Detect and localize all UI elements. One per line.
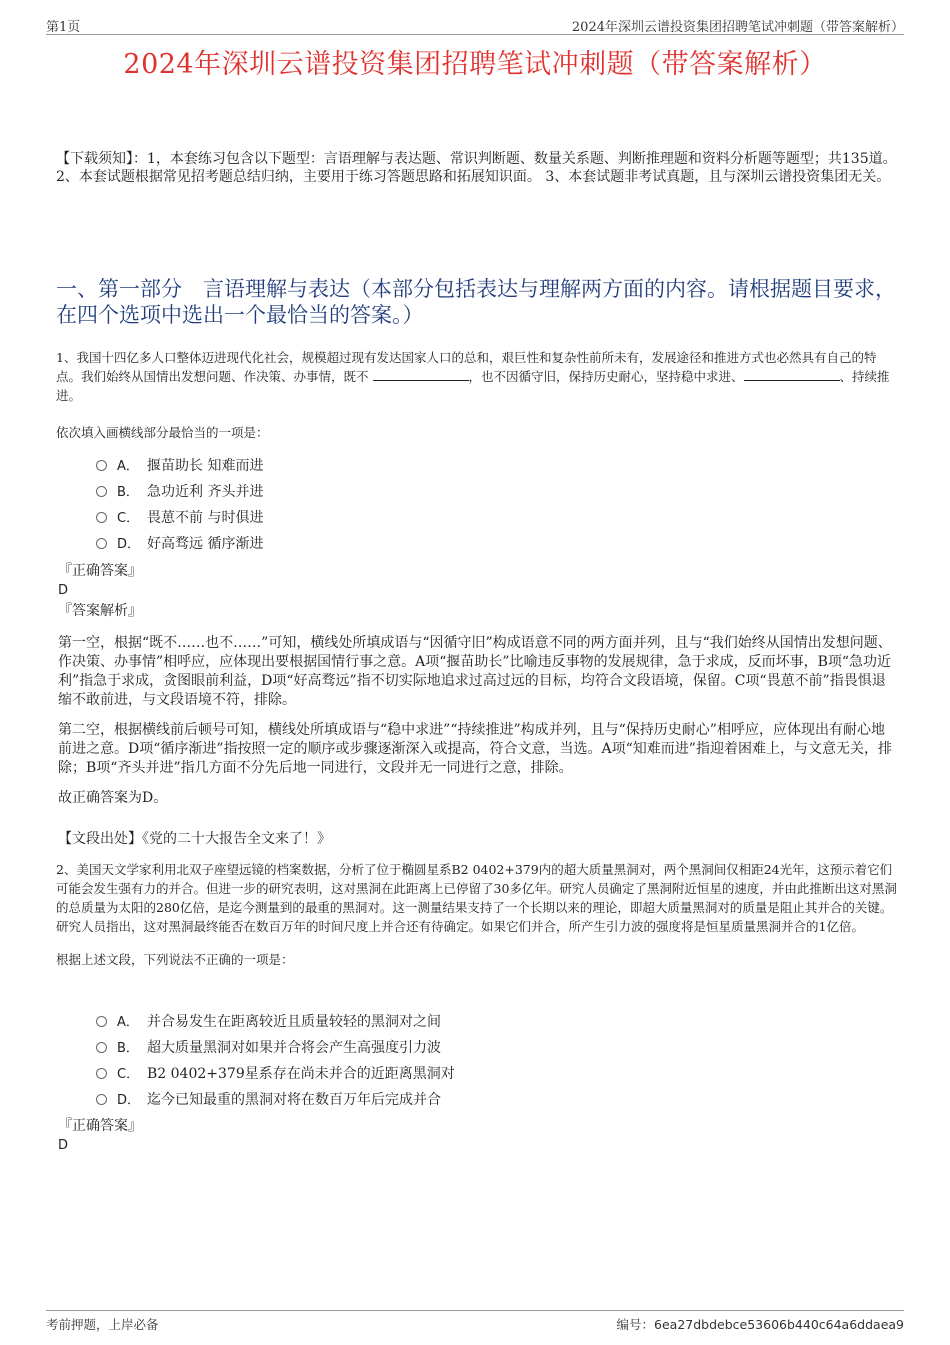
blank-1: [373, 368, 469, 381]
question-1-answer: [58, 562, 142, 621]
option-b[interactable]: B． 超大质量黑洞对如果并合将会产生高强度引力波: [96, 1035, 455, 1061]
answer-label: 『正确答案』: [58, 563, 142, 579]
question-2: [56, 860, 898, 969]
analysis-paragraph: 第二空，根据横线前后顿号可知，横线处所填成语与“稳中求进”“持续推进”构成并列，且与“保持历史耐心”相呼应，应体现出有耐心地前进之意。D项“循序渐进”指按照一定的顺序或步骤逐渐深入或提高，符合文意，当选。A项“知难而进”指迎着困难上，与文意无关，排除；B项“齐头并进”指几方面不分先后地一同进行，文段并无一同进行之意，排除。: [58, 722, 892, 776]
option-d[interactable]: D． 迄今已知最重的黑洞对将在数百万年后完成并合: [96, 1087, 455, 1113]
radio-icon[interactable]: [96, 512, 107, 523]
page-footer: [46, 1310, 904, 1332]
option-b[interactable]: B． 急功近利 齐头并进: [96, 479, 263, 505]
option-c[interactable]: C． 畏葸不前 与时俱进: [96, 505, 263, 531]
radio-icon[interactable]: [96, 486, 107, 497]
question-1-analysis: [58, 634, 892, 819]
question-2-answer: [58, 1117, 142, 1155]
answer-value: D: [58, 583, 69, 598]
radio-icon[interactable]: [96, 1094, 107, 1105]
page-header: [46, 14, 904, 35]
question-2-text: 2、美国天文学家利用北双子座望远镜的档案数据，分析了位于椭圆星系B2 0402+379内的超大质量黑洞对，两个黑洞间仅相距24光年，这预示着它们可能会发生强有力的并合。但进一步的研究表明，这对黑洞在此距离上已停留了30多亿年。研究人员确定了黑洞附近恒星的速度，并由此推断出这对黑洞的总质量为太阳的280亿倍，是迄今测量到的最重的黑洞对。这一测量结果支持了一个长期以来的理论，即超大质量黑洞对的质量是阻止其并合的关键。研究人员指出，这对黑洞最终能否在数百万年的时间尺度上并合还有待确定。如果它们并合，所产生引力波的强度将是恒星质量黑洞并合的1亿倍。: [56, 862, 897, 934]
question-1-prompt: 依次填入画横线部分最恰当的一项是：: [56, 425, 269, 440]
question-2-options: [96, 1009, 455, 1113]
analysis-conclusion: 故正确答案为D。: [58, 790, 168, 806]
page-title: 2024年深圳云谱投资集团招聘笔试冲刺题（带答案解析）: [123, 49, 827, 80]
page-number: 第1页: [46, 20, 81, 35]
radio-icon[interactable]: [96, 1016, 107, 1027]
question-1-text: 1、我国十四亿多人口整体迈进现代化社会，规模超过现有发达国家人口的总和，艰巨性和复杂性前所未有，发展途径和推进方式也必然具有自己的特点。我们始终从国情出发想问题、作决策、办事情，既不 ，也不因循守旧，保持历史耐心，坚持稳中求进、 、持续推进。: [56, 350, 890, 403]
question-1: [56, 348, 898, 442]
blank-2: [744, 368, 840, 381]
section-title: 一、第一部分 言语理解与表达（本部分包括表达与理解两方面的内容。请根据题目要求，在四个选项中选出一个最恰当的答案。）: [56, 277, 896, 327]
option-a[interactable]: A． 并合易发生在距离较近且质量较轻的黑洞对之间: [96, 1009, 455, 1035]
radio-icon[interactable]: [96, 1042, 107, 1053]
radio-icon[interactable]: [96, 460, 107, 471]
analysis-label: 『答案解析』: [58, 603, 142, 619]
footer-slogan: 考前押题，上岸必备: [46, 1317, 159, 1332]
radio-icon[interactable]: [96, 538, 107, 549]
download-notice: 【下载须知】：1，本套练习包含以下题型：言语理解与表达题、常识判断题、数量关系题、判断推理题和资料分析题等题型；共135道。 2、本套试题根据常见招考题总结归纳，主要用于练习答题思路和拓展知识面。 3、本套试题非考试真题，且与深圳云谱投资集团无关。: [56, 151, 897, 185]
answer-label: 『正确答案』: [58, 1118, 142, 1134]
option-d[interactable]: D． 好高骛远 循序渐进: [96, 531, 263, 557]
footer-serial: 编号：6ea27dbdebce53606b440c64a6ddaea9: [616, 1317, 904, 1332]
option-c[interactable]: C． B2 0402+379星系存在尚未并合的近距离黑洞对: [96, 1061, 455, 1087]
question-1-source: 【文段出处】《党的二十大报告全文来了！》: [58, 831, 331, 847]
header-doc-title: 2024年深圳云谱投资集团招聘笔试冲刺题（带答案解析）: [571, 20, 904, 35]
option-a[interactable]: A． 揠苗助长 知难而进: [96, 453, 263, 479]
radio-icon[interactable]: [96, 1068, 107, 1079]
analysis-paragraph: 第一空，根据“既不……也不……”可知，横线处所填成语与“因循守旧”构成语意不同的两方面并列，且与“我们始终从国情出发想问题、作决策、办事情”相呼应，应体现出要根据国情行事之意。A项“揠苗助长”比喻违反事物的发展规律，急于求成，反而坏事，B项“急功近利”指急于求成，贪图眼前利益，D项“好高骛远”指不切实际地追求过高过远的目标，均符合文段语境，保留。C项“畏葸不前”指畏惧退缩不敢前进，与文段语境不符，排除。: [58, 635, 892, 708]
answer-value: D: [58, 1138, 69, 1153]
question-1-options: [96, 453, 263, 557]
question-2-prompt: 根据上述文段，下列说法不正确的一项是：: [56, 952, 294, 967]
